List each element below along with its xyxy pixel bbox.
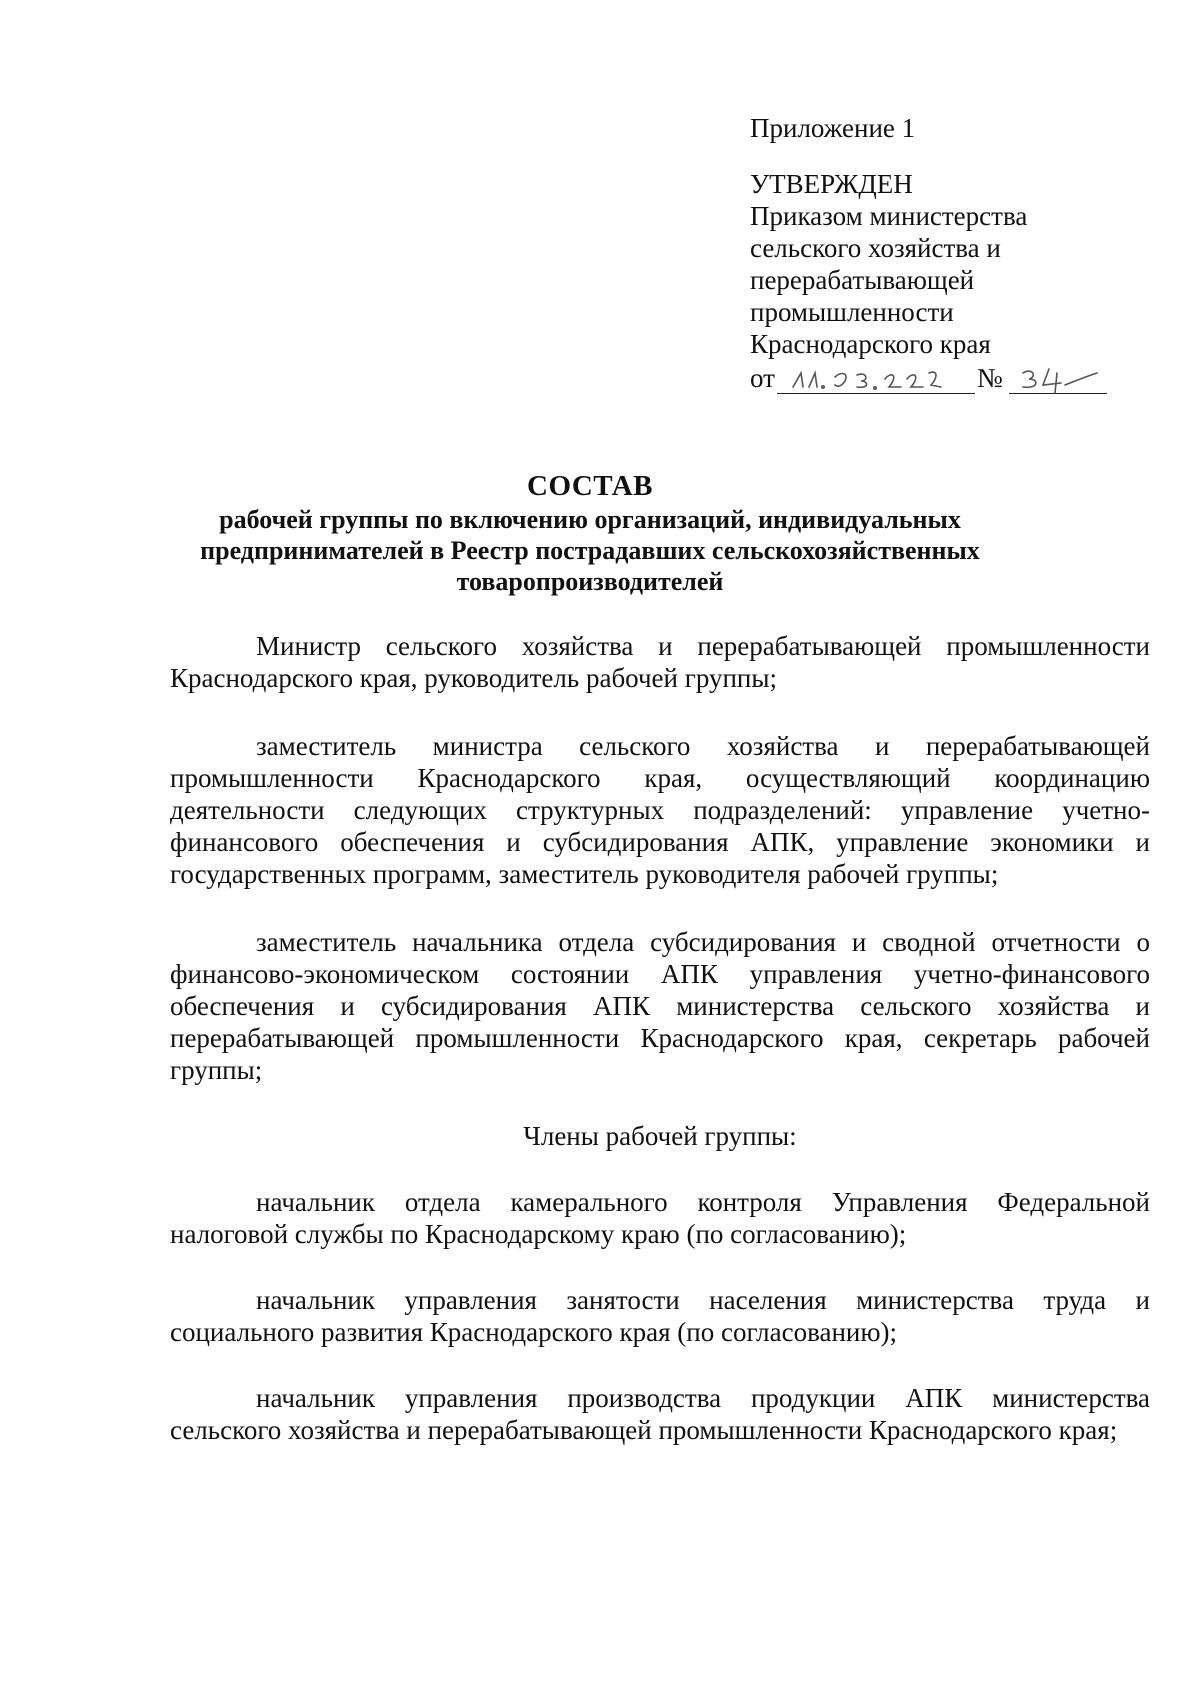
- member-paragraph: начальник управления занятости населения министерства труда и социального развития Краснодарского края (по согласованию);: [170, 1285, 1150, 1347]
- number-sign: №: [976, 363, 1003, 393]
- approval-block: [750, 112, 1150, 394]
- approval-line: промышленности: [750, 297, 954, 327]
- document-title: СОСТАВ: [527, 470, 653, 502]
- approval-line: сельского хозяйства и: [750, 233, 1001, 263]
- document-body: [170, 630, 1150, 1446]
- appendix-label: Приложение 1: [750, 113, 916, 143]
- member-paragraph: начальник отдела камерального контроля Управления Федеральной налоговой службы по Краснодарскому краю (по согласованию);: [170, 1187, 1150, 1249]
- handwritten-date-scribble: [777, 363, 975, 395]
- handwritten-number: [1009, 363, 1107, 394]
- handwritten-number-scribble: [1009, 363, 1107, 395]
- date-prefix: от: [750, 363, 775, 393]
- approval-line: Краснодарского края: [750, 329, 991, 359]
- document-subtitle-line: товаропроизводителей: [456, 567, 724, 596]
- secretary-paragraph: заместитель начальника отдела субсидирования и сводной отчетности о финансово-экономическом состоянии АПК управления учетно-финансового обеспечения и субсидирования АПК министерства сельского хозяйства и перерабатывающей промышленности Краснодарского края, секретарь рабочей группы;: [170, 927, 1150, 1085]
- handwritten-date: [777, 363, 975, 394]
- approval-line: перерабатывающей: [750, 265, 975, 295]
- document-subtitle-line: предпринимателей в Реестр пострадавших сельскохозяйственных: [200, 536, 980, 565]
- members-heading: Члены рабочей группы:: [523, 1121, 797, 1151]
- approved-label: УТВЕРЖДЕН: [750, 169, 913, 199]
- member-paragraph: начальник управления производства продукции АПК министерства сельского хозяйства и перерабатывающей промышленности Краснодарского края;: [170, 1383, 1150, 1445]
- title-block: [150, 468, 1030, 597]
- order-date-line: [750, 360, 1150, 394]
- approval-line: Приказом министерства: [750, 201, 1028, 231]
- document-subtitle-line: рабочей группы по включению организаций, индивидуальных: [219, 505, 961, 534]
- deputy-head-paragraph: заместитель министра сельского хозяйства и перерабатывающей промышленности Краснодарского края, осуществляющий координацию деятельности следующих структурных подразделений: управление учетно-финансового обеспечения и субсидирования АПК, управление экономики и государственных программ, заместитель руководителя рабочей группы;: [170, 731, 1150, 889]
- head-of-group-paragraph: Министр сельского хозяйства и перерабатывающей промышленности Краснодарского края, руководитель рабочей группы;: [170, 631, 1150, 693]
